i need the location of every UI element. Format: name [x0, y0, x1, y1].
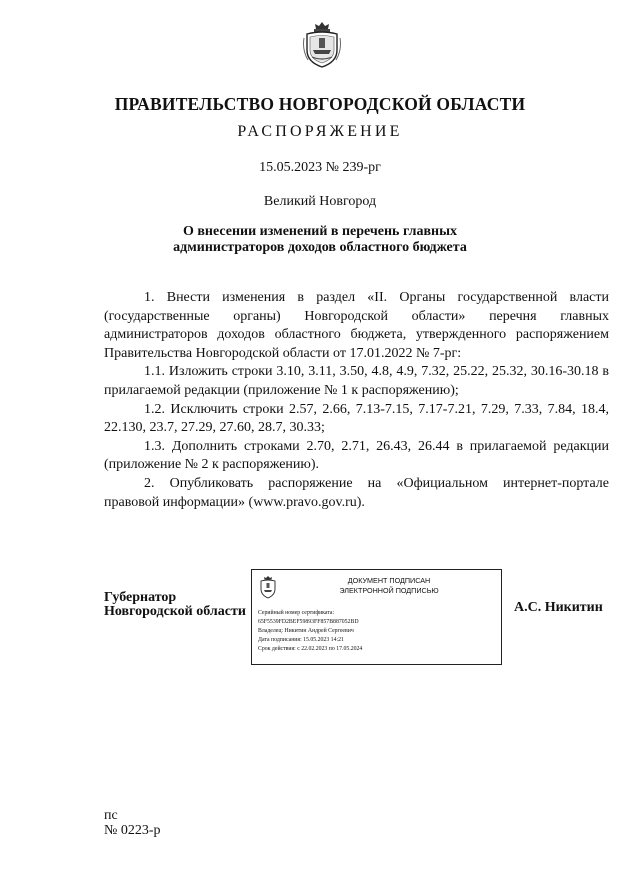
document-city: Великий Новгород: [263, 194, 377, 209]
stamp-title: [280, 576, 498, 596]
electronic-signature-stamp: [251, 569, 502, 665]
stamp-validity: Срок действия: с 22.02.2023 по 17.05.2024: [258, 646, 363, 652]
government-title: ПРАВИТЕЛЬСТВО НОВГОРОДСКОЙ ОБЛАСТИ: [114, 94, 526, 114]
subject-line-1: О внесении изменений в перечень главных: [182, 224, 458, 239]
footer-initials: пс: [104, 808, 118, 823]
footer-doc-code: № 0223-р: [104, 823, 161, 838]
document-type: РАСПОРЯЖЕНИЕ: [237, 123, 403, 140]
stamp-details: [258, 609, 362, 654]
body-paragraph: 1.1. Изложить строки 3.10, 3.11, 3.50, 4.8, 4.9, 7.32, 25.22, 25.32, 30.16-30.18 в прилагаемой редакции (приложение № 1 к распоряжению);: [104, 364, 609, 398]
stamp-coat-of-arms-icon: [258, 575, 278, 599]
signatory-name: А.С. Никитин: [514, 600, 603, 615]
subject-line-2: администраторов доходов областного бюджета: [173, 240, 467, 255]
stamp-title-line-2: ЭЛЕКТРОННОЙ ПОДПИСЬЮ: [339, 586, 439, 595]
document-subject: [120, 224, 520, 256]
stamp-signed-date: Дата подписания: 15.05.2023 14:21: [258, 637, 344, 643]
stamp-cert-number: 65F5539FD2BEF59893FF857B887052BD: [258, 619, 359, 625]
stamp-cert-label: Серийный номер сертификата:: [258, 610, 335, 616]
position-line-1: Губернатор: [104, 590, 177, 605]
document-date-number: 15.05.2023 № 239-рг: [259, 160, 381, 175]
signatory-position: [104, 591, 246, 619]
body-paragraph: 1.3. Дополнить строками 2.70, 2.71, 26.43, 26.44 в прилагаемой редакции (приложение № 2 к распоряжению).: [104, 438, 609, 473]
body-paragraph: 1.2. Исключить строки 2.57, 2.66, 7.13-7.15, 7.17-7.21, 7.29, 7.33, 7.84, 18.4, 22.130, 23.7, 27.29, 27.60, 28.7, 30.33;: [104, 401, 609, 436]
stamp-owner: Владелец: Никитин Андрей Сергеевич: [258, 628, 354, 634]
document-body: [104, 289, 609, 512]
stamp-title-line-1: ДОКУМЕНТ ПОДПИСАН: [347, 576, 431, 585]
coat-of-arms-icon: [302, 20, 342, 70]
body-paragraph: 1. Внести изменения в раздел «II. Органы государственной власти (государственные органы) Новгородской области» перечня главных администраторов доходов областного бюджета, утвержденного распоряжением Правительства Новгородской области от 17.01.2022 № 7-рг:: [104, 290, 609, 361]
body-paragraph: 2. Опубликовать распоряжение на «Официальном интернет-портале правовой информации» (www.pravo.gov.ru).: [104, 475, 609, 510]
position-line-2: Новгородской области: [104, 604, 246, 619]
footer: [104, 808, 161, 838]
